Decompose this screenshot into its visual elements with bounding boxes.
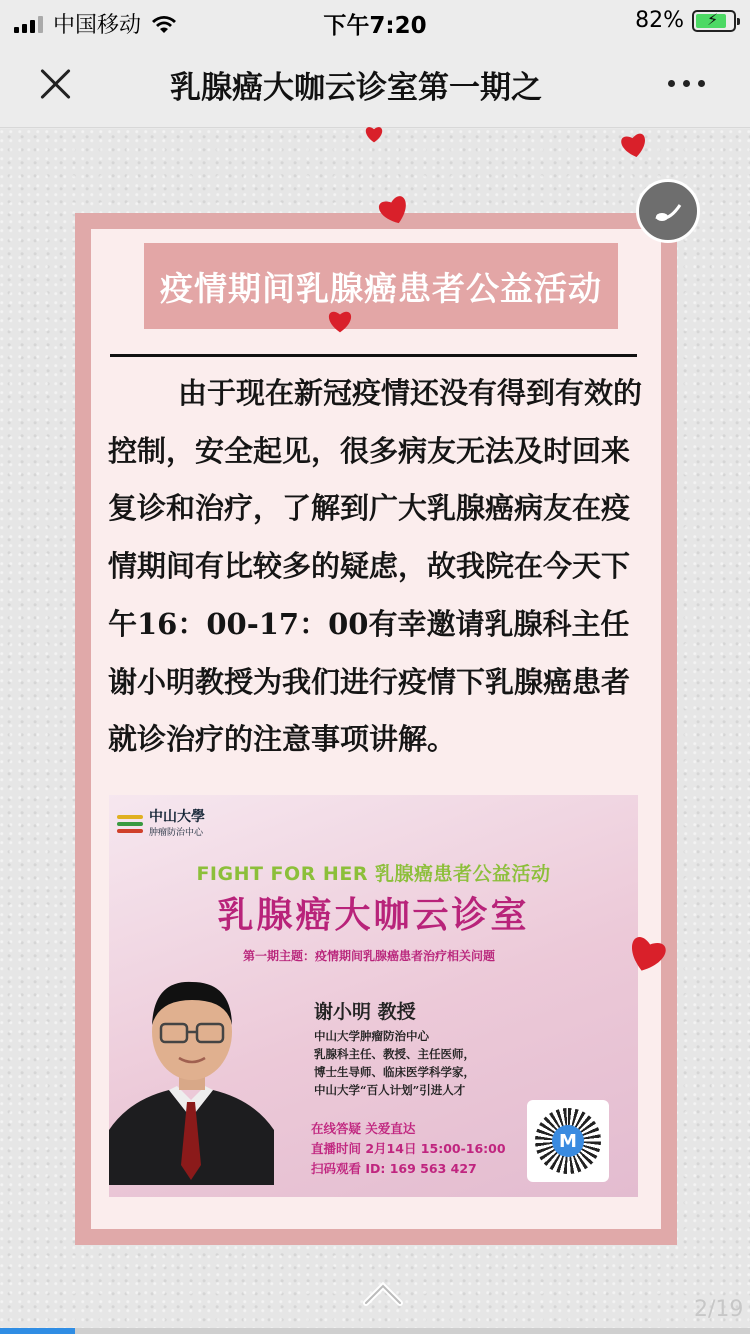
live-line: 在线答疑 关爱直达 [311,1121,416,1136]
org-sub: 肿瘤防治中心 [149,828,204,838]
heart-icon [327,308,353,334]
swipe-up-icon[interactable] [362,1281,404,1307]
page-indicator: 2/19 [694,1297,744,1322]
page-title: 乳腺癌大咖云诊室第一期之 [170,62,600,106]
event-poster [109,795,638,1197]
heart-icon [617,128,650,161]
poster-slogan: FIGHT FOR HER 乳腺癌患者公益活动 [196,863,551,885]
read-progress [0,1328,750,1334]
qr-code-icon[interactable]: M [527,1100,609,1182]
status-right [635,8,736,33]
more-icon[interactable] [668,80,705,87]
poster-title: 乳腺癌大咖云诊室 [217,894,530,936]
article-heading: 疫情期间乳腺癌患者公益活动 [160,268,602,308]
org-logo [117,809,205,838]
divider [110,354,637,357]
doctor-bio-line: 中山大学“百人计划”引进人才 [314,1083,466,1097]
heading-banner [144,243,618,329]
org-name: 中山大學 [149,809,205,825]
live-line: 直播时间 2月14日 15:00-16:00 [311,1141,506,1156]
battery-icon [692,10,736,32]
article-body: 由于现在新冠疫情还没有得到有效的控制，安全起见，很多病友无法及时回来复诊和治疗，了解到广大乳腺癌病友在疫情期间有比较多的疑虑，故我院在今天下午16：00-17：00有幸邀请乳腺科主任谢小明教授为我们进行疫情下乳腺癌患者就诊治疗的注意事项讲解。 [108,376,643,757]
read-progress-fill [0,1328,75,1334]
battery-percent: 82% [635,8,684,33]
charging-bolt-icon: ⚡ [707,9,719,29]
article-card [91,229,661,1229]
doctor-name: 谢小明 教授 [314,1001,416,1023]
doctor-portrait [109,940,274,1185]
sysu-logo-icon [117,813,143,835]
nav-bar [0,40,750,128]
live-info [311,1119,506,1179]
clock: 下午7:20 [323,13,427,39]
carrier-name: 中国移动 [53,13,142,38]
live-line: 扫码观看 ID: 169 563 427 [311,1161,477,1176]
heart-icon [356,125,392,143]
doctor-bio-line: 中山大学肿瘤防治中心 [314,1029,429,1043]
poster-subtitle: 第一期主题：疫情期间乳腺癌患者治疗相关问题 [243,949,496,963]
article-frame [75,213,677,1245]
status-bar [0,0,750,40]
music-toggle-icon[interactable] [636,179,700,243]
close-icon[interactable] [38,66,74,102]
doctor-bio-line: 乳腺科主任、教授、主任医师， [314,1047,475,1061]
article-content[interactable] [0,129,750,1334]
doctor-bio-line: 博士生导师、临床医学科学家， [314,1065,475,1079]
doctor-bio [314,1027,475,1099]
